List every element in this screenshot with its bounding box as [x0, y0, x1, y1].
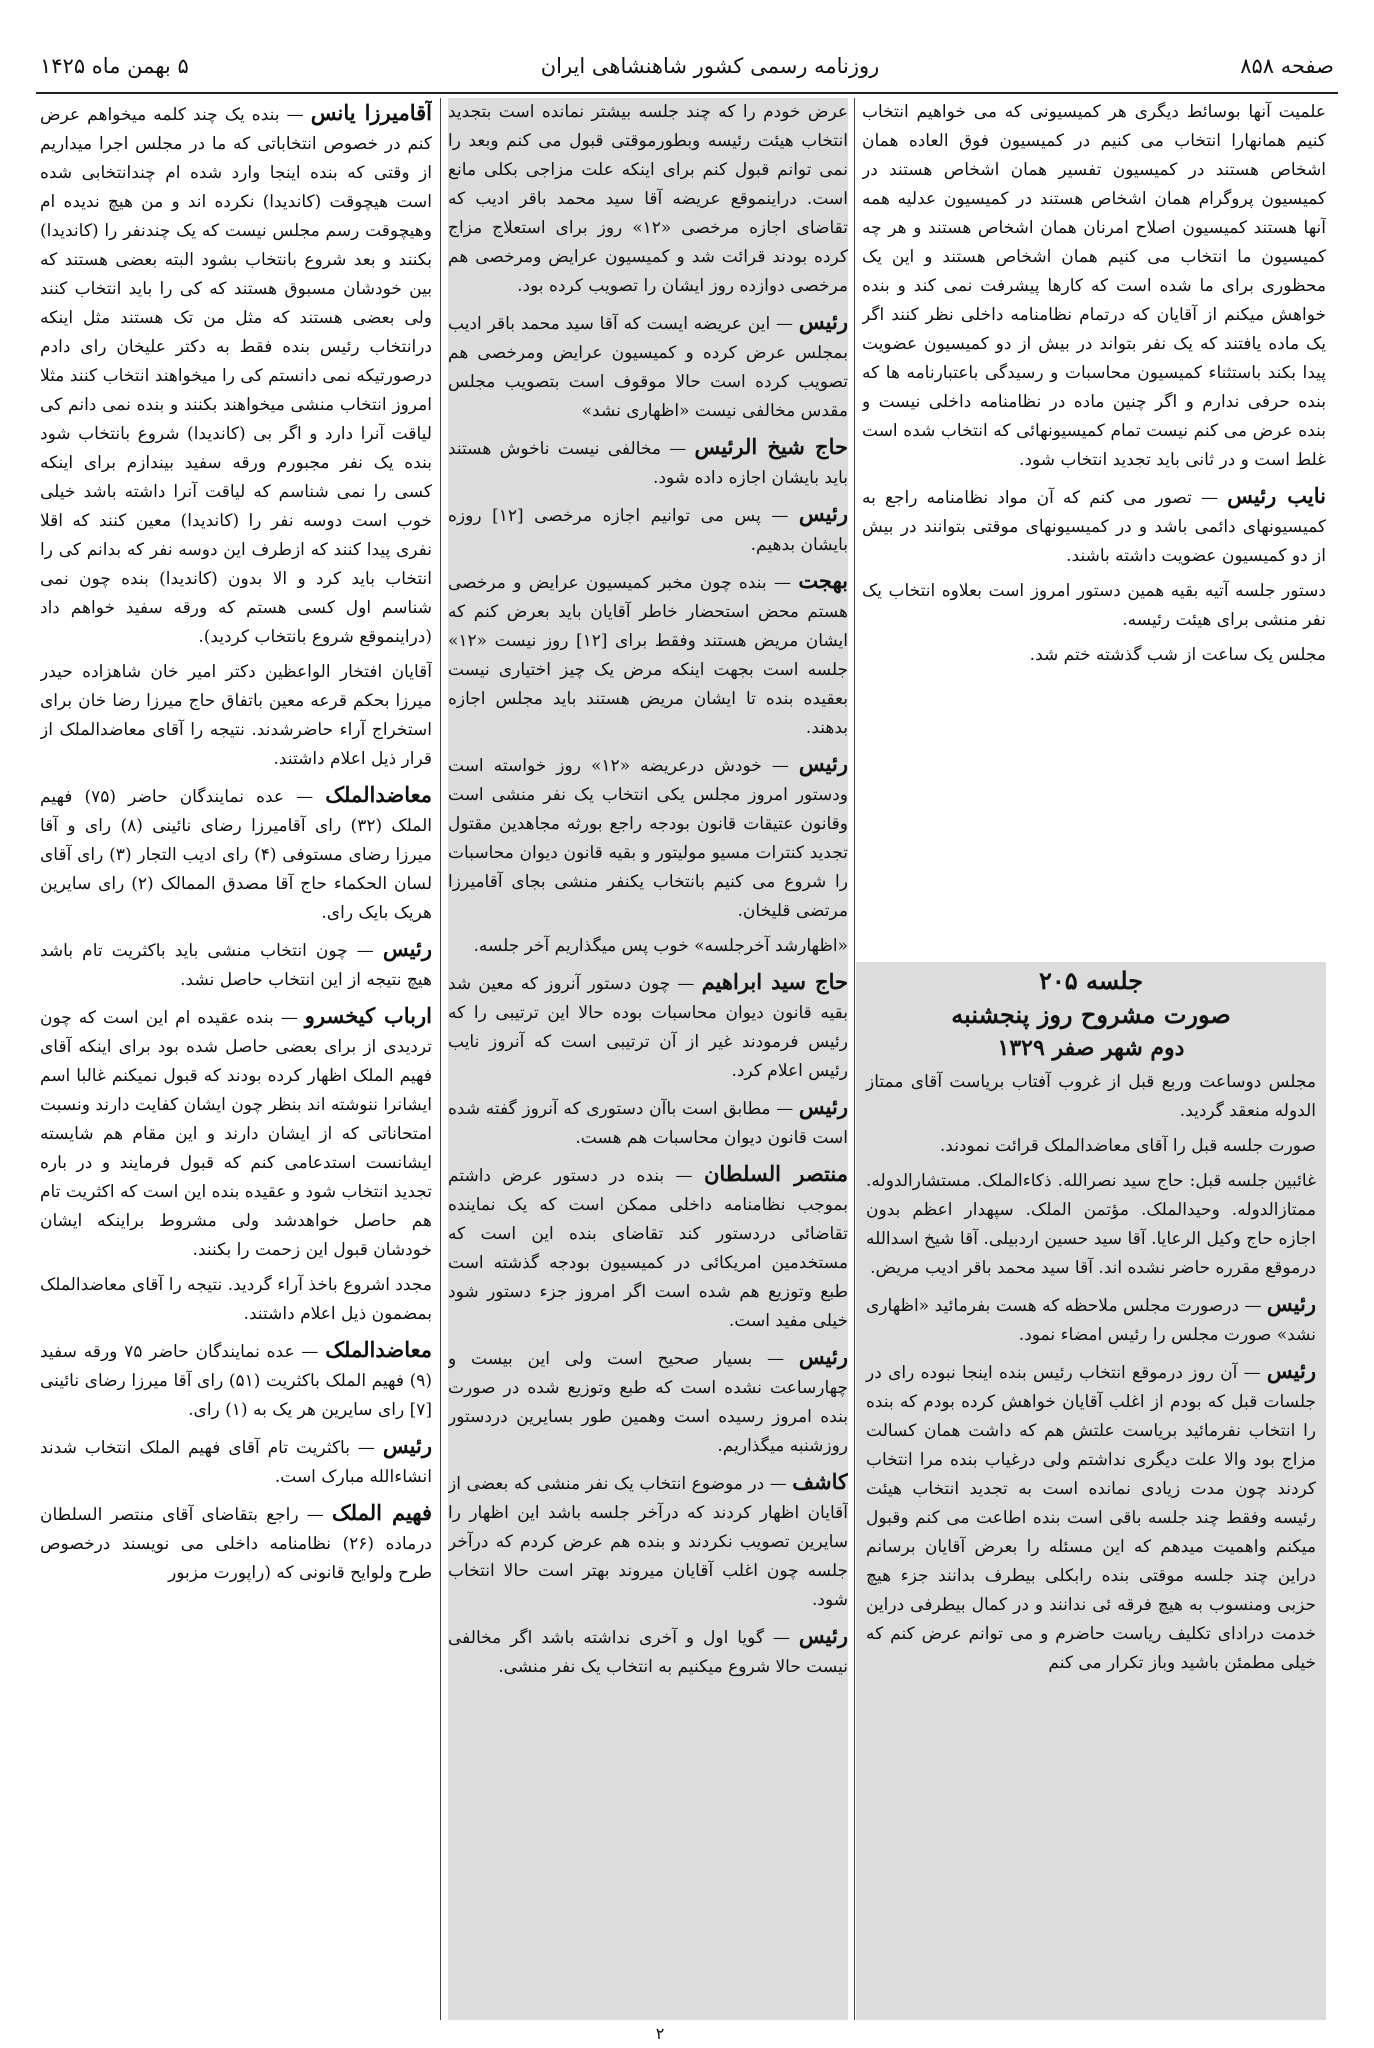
session-title: صورت مشروح روز پنجشنبه: [951, 1000, 1231, 1029]
session-header: [856, 962, 1326, 1064]
session-body: [856, 1064, 1326, 1678]
paragraph-text: پس می توانیم اجازه مرخصی [۱۲] روزه بایشان بدهیم.: [448, 506, 848, 555]
paragraph-text: بنده عقیده ام این است که چون تردیدی از برای بعضی حاصل شده بود برای اینکه آقای فهیم الملک اظهار کرده بودند که قبول نمیکنم غالبا اسم ایشانرا ننوشته اند بنظر چون ایشان کفایت دارند ونسبت امتحاناتی که از ایشان دارند و این مقام هم شایسته ایشانست استدعامی کنم که قبول فرمایند و در باره تجدید انتخاب شود و عقیده بنده این است که اکثریت تام هم حاصل خواهدشد ولی مشروط براینکه ایشان خودشان قبول این زحمت را بکنند.: [40, 1008, 432, 1260]
header-rule: [36, 92, 1338, 94]
paragraph-text: مجلس یک ساعت از شب گذشته ختم شد.: [1029, 645, 1326, 665]
column-divider: [854, 98, 855, 2020]
speaker-name: منتصر السلطان: [703, 1161, 848, 1186]
paragraph-text: آن روز درموقع انتخاب رئیس بنده اینجا نبوده رای در جلسات قبل که بودم از اغلب آقایان خواهش کرده بودم که بنده را انتخاب نفرمائید بریاست علتش هم که داشت همان کسالت مزاج بود والا علت دیگری نداشتم ولی درغیاب بنده مرا انتخاب کردند چون مدت زیادی نمانده است به تجدید انتخاب هیئت رئیسه وفقط چند جلسه باقی است بنده اطاعت می کنم وقبول میکنم واهمیت میدهم که این مسئله را بعرض آقایان برسانم دراین چند جلسه موقتی بنده رابکلی بیطرف بدانند جزء هیچ حزبی ومنسوب به هیچ فرقه ئی ندانند و در کمال بیطرفی دراین خدمت درادای تکلیف ریاست حاضرم و می توانم عرض کنم که خیلی مطمئن باشید وباز تکرار می کنم: [866, 1363, 1316, 1673]
speaker-name: رئیس: [382, 936, 432, 961]
speaker-name: معاضدالملک: [325, 1337, 432, 1362]
paragraph-text: تصور می کنم که آن مواد نظامنامه راجع به کمیسیونهای دائمی باشد و در کمیسیونهای موقتی بتوانند در بیش از دو کمیسیون عضویت داشته باشند.: [862, 488, 1326, 566]
paragraph-text: «اظهارشد آخرجلسه» خوب پس میگذاریم آخر جلسه.: [473, 936, 848, 956]
paragraph-text: علمیت آنها بوسائط دیگری هر کمیسیونی که می خواهیم انتخاب کنیم همانهارا انتخاب می کنیم در کمیسیون فوق العاده همان اشخاص هستند در کمیسیون تفسیر همان اشخاص هستند در کمیسیون پروگرام همان اشخاص هستند در کمیسیون عدلیه همه آنها هستند کمیسیون اصلاح امرنان همان اشخاص هستند و هر چه کمیسیون ما انتخاب می کنیم همان اشخاص هستند و این یک محظوری برای ما شده است که کارها پیشرفت نمی کند و بنده خواهش میکنم از آقایان که درتمام نظامنامه داخلی نظر کنند اگر یک ماده یافتند که یک نفر بتواند در بیش از دو کمیسیون عضویت پیدا بکند باستثناء کمیسیون محاسبات و رسیدگی باعتبارنامه ها که بنده حرفی ندارم و اگر چنین ماده در نظامنامه داخلی نیست و بنده عرض می کنم نیست تمام کمیسیونهائی که انتخاب شده است غلط است و در ثانی باید تجدید انتخاب شود.: [862, 102, 1326, 470]
paragraph-text: گویا اول و آخری نداشته باشد اگر مخالفی نیست حالا شروع میکنیم به انتخاب یک نفر منشی.: [448, 1628, 848, 1677]
paragraph-text: دستور جلسه آتیه بقیه همین دستور امروز است بعلاوه انتخاب یک نفر منشی برای هیئت رئیسه.: [862, 581, 1326, 630]
paragraph: رئیس — گویا اول و آخری نداشته باشد اگر مخالفی نیست حالا شروع میکنیم به انتخاب یک نفر منشی.: [448, 1623, 848, 1677]
issue-date: ۵ بهمن ماه ۱۴۲۵: [40, 54, 189, 78]
paragraph: رئیس — باکثریت تام آقای فهیم الملک انتخاب شدند انشاءالله مبارک است.: [40, 1433, 432, 1487]
session-box: [856, 962, 1326, 2020]
paragraph-text: بنده در دستور عرض داشتم بموجب نظامنامه داخلی ممکن است که یک نماینده تقاضائی دردستور کند تقاضای بنده این است که مستخدمین امریکائی در کمیسیون بودجه گذشته است طبع وتوزیع هم شده است اگر امروز جزء دستور شود خیلی مفید است.: [448, 1166, 848, 1331]
speaker-name: رئیس: [382, 1433, 432, 1458]
paragraph: [448, 932, 848, 961]
paragraph-text: این عریضه ایست که آقا سید محمد باقر ادیب بمجلس عرض کرده و کمیسیون عرایض ومرخصی هم تصویب کرده است حالا موقوف است بتصویب مجلس مقدس مخالفی نیست «اظهاری نشد»: [448, 314, 848, 421]
paragraph: [866, 1132, 1316, 1161]
paragraph-text: چون انتخاب منشی باید باکثریت تام باشد هیچ نتیجه از این انتخاب حاصل نشد.: [40, 941, 432, 990]
speaker-name: حاج شیخ الرئیس: [694, 434, 848, 459]
paragraph-text: در موضوع انتخاب یک نفر منشی که بعضی از آقایان اظهار کردند که درآخر جلسه باشد این اظهار را سایرین تصویب نکردند و بنده هم عرض کردم که درآخر جلسه چون اغلب آقایان میروند بهتر است حالا انتخاب شود.: [448, 1474, 848, 1610]
speaker-name: ارباب کیخسرو: [304, 1003, 432, 1028]
paragraph-text: مجدد اشروع باخذ آراء گردید. نتیجه را آقای معاضدالملک بمضمون ذیل اعلام داشتند.: [40, 1275, 432, 1324]
paragraph-text: بسیار صحیح است ولی این بیست و چهارساعت نشده است که طبع وتوزیع شده در صورت بنده امروز رسیده است وهمین طور بسایرین دردستور روزشنبه میگذاریم.: [448, 1349, 848, 1456]
paragraph: ارباب کیخسرو — بنده عقیده ام این است که چون تردیدی از برای بعضی حاصل شده بود برای اینکه آقای فهیم الملک اظهار کرده بودند که قبول نمیکنم غالبا اسم ایشانرا ننوشته اند بنظر چون ایشان کفایت دارند ونسبت امتحاناتی که از ایشان دارند و این مقام هم شایسته ایشانست استدعامی کنم که قبول فرمایند و در باره تجدید انتخاب شود و عقیده بنده این است که اکثریت تام هم حاصل خواهدشد ولی مشروط براینکه ایشان خودشان قبول این زحمت را بکنند.: [40, 1003, 432, 1260]
speaker-name: رئیس: [798, 1623, 848, 1648]
paragraph-text: درصورت مجلس ملاحظه که هست بفرمائید «اظهاری نشد» صورت مجلس را رئیس امضاء نمود.: [866, 1296, 1316, 1345]
speaker-name: رئیس: [1266, 1291, 1316, 1316]
paragraph-text: غائبین جلسه قبل: حاج سید نصرالله. ذکاءالملک. مستشارالدوله. ممتازالدوله. وحیدالملک. مؤتمن الملک. سپهدار اعظم بدون اجازه حاج وکیل الرعایا. آقا سید حسین اردبیلی. آقا شیخ اسدالله درموقع مقرره حاضر نشده اند. آقا سید محمد باقر ادیب مریض.: [866, 1171, 1316, 1278]
column-divider: [440, 98, 441, 2020]
speaker-name: کاشف: [792, 1469, 848, 1494]
paragraph: نایب رئیس — تصور می کنم که آن مواد نظامنامه راجع به کمیسیونهای دائمی باشد و در کمیسیونهای موقتی بتوانند در بیش از دو کمیسیون عضویت داشته باشند.: [862, 483, 1326, 566]
paragraph-text: چون دستور آنروز که معین شد بقیه قانون دیوان محاسبات بوده حالا این ترتیبی را که رئیس فرمودند غیر از آن ترتیبی است که آنروز نایب رئیس اعلام کرد.: [448, 974, 848, 1081]
paragraph: رئیس — بسیار صحیح است ولی این بیست و چهارساعت نشده است که طبع وتوزیع شده در صورت بنده امروز رسیده است وهمین طور بسایرین دردستور روزشنبه میگذاریم.: [448, 1344, 848, 1456]
paragraph: رئیس — مطابق است باآن دستوری که آنروز گفته شده است قانون دیوان محاسبات هم هست.: [448, 1094, 848, 1148]
paragraph-text: مجلس دوساعت وربع قبل از غروب آفتاب بریاست آقای ممتاز الدوله منعقد گردید.: [866, 1072, 1316, 1121]
paragraph-text: بنده یک چند کلمه میخواهم عرض کنم در خصوص انتخاباتی که ما در مجلس اجرا میداریم از وقتی که بنده اینجا وارد شده ام چندانتخابی شده است هیچوقت (کاندیدا) نکرده اند و من هیچ ندیده ام وهیچوقت رسم مجلس نیست که یک چندنفر را (کاندیدا) بکنند و بعد شروع بانتخاب بشود البته بعضی هستند که بین خودشان مسبوق هستند که کی را باید انتخاب کنند ولی بعضی هستند که مثل من تک هستند مثل اینکه درانتخاب رئیس بنده فقط به دکتر علیخان رای دادم درصورتیکه نمی دانستم کی را میخواهند انتخاب کنند مثلا امروز انتخاب منشی میخواهند بکنند و بنده نمی دانم کی لیاقت آنرا دارد و اگر بی (کاندیدا) شروع بانتخاب شود بنده یک نفر مجبورم ورقه سفید بیندازم برای اینکه کسی را نمی شناسم که لیاقت آنرا داشته باشد خیلی خوب است دوسه نفر را (کاندیدا) معین کنند که اقلا نفری پیدا کنند که ازطرف این دوسه نفر که بدانم کی را انتخاب باید کرد و الا بدون (کاندیدا) بنده چون نمی شناسم اول کسی هستم که ورقه سفید خواهم داد (دراینموقع شروع بانتخاب کردید).: [40, 105, 432, 647]
column-right: [862, 98, 1326, 960]
speaker-name: رئیس: [798, 501, 848, 526]
paragraph: رئیس — پس می توانیم اجازه مرخصی [۱۲] روزه بایشان بدهیم.: [448, 501, 848, 555]
paragraph: رئیس — آن روز درموقع انتخاب رئیس بنده اینجا نبوده رای در جلسات قبل که بودم از اغلب آقایان خواهش کرده بودم که بنده را انتخاب نفرمائید بریاست علتش هم که داشت همان کسالت مزاج بود والا علت دیگری نداشتم ولی درغیاب بنده مرا انتخاب کردند چون مدت زیادی نمانده است به تجدید انتخاب هیئت رئیسه وفقط چند جلسه باقی است بنده اطاعت می کنم وقبول میکنم واهمیت میدهم که این مسئله را بعرض آقایان برسانم دراین چند جلسه موقتی بنده رابکلی بیطرف بدانند جزء هیچ حزبی ومنسوب به هیچ فرقه ئی ندانند و در کمال بیطرفی دراین خدمت درادای تکلیف ریاست حاضرم و می توانم عرض کنم که خیلی مطمئن باشید وباز تکرار می کنم: [866, 1358, 1316, 1673]
paragraph: [862, 641, 1326, 670]
speaker-name: رئیس: [798, 751, 848, 776]
paragraph: [40, 1271, 432, 1329]
paragraph: [862, 577, 1326, 635]
page-label: صفحه ۸۵۸: [1240, 54, 1334, 78]
paragraph-text: خودش درعریضه «۱۲» روز خواسته است ودستور امروز مجلس یکی انتخاب یک نفر منشی است وقانون عتیقات قانون بودجه راجع بورثه مجاهدین مقتول تجدید کنترات مسیو مولیتور و بقیه قانون دیوان محاسبات را شروع می کنیم بانتخاب یکنفر منشی بجای آقامیرزا مرتضی قلیخان.: [448, 756, 848, 921]
paragraph: حاج شیخ الرئیس — مخالفی نیست ناخوش هستند باید بایشان اجازه داده شود.: [448, 434, 848, 488]
session-number: جلسه ۲۰۵: [1038, 966, 1144, 995]
paragraph: رئیس — این عریضه ایست که آقا سید محمد باقر ادیب بمجلس عرض کرده و کمیسیون عرایض ومرخصی هم تصویب کرده است حالا موقوف است بتصویب مجلس مقدس مخالفی نیست «اظهاری نشد»: [448, 309, 848, 421]
speaker-name: نایب رئیس: [1227, 483, 1326, 508]
paragraph: [40, 658, 432, 774]
paragraph: فهیم الملک — راجع بتقاضای آقای منتصر السلطان درماده (۲۶) نظامنامه داخلی می نویسند درخصوص طرح ولوایح قانونی که (راپورت مزبور: [40, 1500, 432, 1583]
column-middle: [448, 98, 848, 2020]
session-date: دوم شهر صفر ۱۳۲۹: [997, 1035, 1185, 1061]
paragraph-text: مطابق است باآن دستوری که آنروز گفته شده است قانون دیوان محاسبات هم هست.: [448, 1099, 848, 1148]
speaker-name: رئیس: [1266, 1358, 1316, 1383]
paragraph-text: بنده چون مخبر کمیسیون عرایض و مرخصی هستم محض استحضار خاطر آقایان باید بعرض کنم که ایشان مریض هستند وفقط برای [۱۲] روز نیست «۱۲» جلسه است بجهت اینکه مرض یک چیز اختیاری نیست بعقیده بنده تا ایشان مریض هستند باید مجلس اجازه بدهند.: [448, 573, 848, 738]
paragraph: بهجت — بنده چون مخبر کمیسیون عرایض و مرخصی هستم محض استحضار خاطر آقایان باید بعرض کنم که ایشان مریض هستند وفقط برای [۱۲] روز نیست «۱۲» جلسه است بجهت اینکه مرض یک چیز اختیاری نیست بعقیده بنده تا ایشان مریض هستند باید مجلس اجازه بدهند.: [448, 568, 848, 738]
paragraph-text: راجع بتقاضای آقای منتصر السلطان درماده (۲۶) نظامنامه داخلی می نویسند درخصوص طرح ولوایح قانونی که (راپورت مزبور: [40, 1505, 432, 1583]
speaker-name: بهجت: [798, 568, 848, 593]
paragraph-text: عرض خودم را که چند جلسه بیشتر نمانده است بتجدید انتخاب هیئت رئیسه وبطورموقتی قبول می کنم وبعد را نمی توانم قبول کنم برای اینکه علت مزاجی بکلی مانع است. دراینموقع عریضه آقا سید محمد باقر ادیب که تقاضای اجازه مرخصی «۱۲» روز برای استعلاج مزاج کرده بودند قرائت شد و کمیسیون عرایض ومرخصی هم مرخصی دوازده روز ایشان را تصویب کرده بود.: [448, 102, 848, 296]
paragraph: [448, 98, 848, 301]
paragraph-text: عده نمایندگان حاضر ۷۵ ورقه سفید (۹) فهیم الملک باکثریت (۵۱) رای آقا میرزا رضای نائینی [۷] رای سایرین هر یک به (۱) رای.: [40, 1342, 432, 1420]
speaker-name: معاضدالملک: [325, 782, 432, 807]
newspaper-title: روزنامه رسمی کشور شاهنشاهی ایران: [540, 54, 880, 78]
paragraph: معاضدالملک — عده نمایندگان حاضر (۷۵) فهیم الملک (۳۲) رای آقامیرزا رضای نائینی (۸) رای و آقا میرزا رضای مستوفی (۴) رای ادیب التجار (۳) رای آقای لسان الحکماء حاج آقا مصدق الممالک (۲) رای سایرین هریک بایک رای.: [40, 782, 432, 923]
speaker-name: حاج سید ابراهیم: [701, 969, 848, 994]
paragraph: رئیس — چون انتخاب منشی باید باکثریت تام باشد هیچ نتیجه از این انتخاب حاصل نشد.: [40, 936, 432, 990]
column-left: [40, 98, 432, 2020]
paragraph-text: صورت جلسه قبل را آقای معاضدالملک قرائت نمودند.: [939, 1136, 1316, 1156]
paragraph: منتصر السلطان — بنده در دستور عرض داشتم بموجب نظامنامه داخلی ممکن است که یک نماینده تقاضائی دردستور کند تقاضای بنده این است که مستخدمین امریکائی در کمیسیون بودجه گذشته است طبع وتوزیع هم شده است اگر امروز جزء دستور شود خیلی مفید است.: [448, 1161, 848, 1331]
paragraph-text: آقایان افتخار الواعظین دکتر امیر خان شاهزاده حیدر میرزا بحکم قرعه معین باتفاق حاج میرزا رضا خان برای استخراج آراء حاضرشدند. نتیجه را آقای معاضدالملک از قرار ذیل اعلام داشتند.: [40, 662, 432, 769]
speaker-name: آقامیرزا یانس: [310, 100, 432, 125]
paragraph: آقامیرزا یانس — بنده یک چند کلمه میخواهم عرض کنم در خصوص انتخاباتی که ما در مجلس اجرا میداریم از وقتی که بنده اینجا وارد شده ام چندانتخابی شده است هیچوقت (کاندیدا) نکرده اند و من هیچ ندیده ام وهیچوقت رسم مجلس نیست که یک چندنفر را (کاندیدا) بکنند و بعد شروع بانتخاب بشود البته بعضی هستند که بین خودشان مسبوق هستند که کی را باید انتخاب کنند ولی بعضی هستند که مثل من تک هستند مثل اینکه درانتخاب رئیس بنده فقط به دکتر علیخان رای دادم درصورتیکه نمی دانستم کی را میخواهند انتخاب کنند مثلا امروز انتخاب منشی میخواهند بکنند و بنده نمی دانم کی لیاقت آنرا دارد و اگر بی (کاندیدا) شروع بانتخاب شود بنده یک نفر مجبورم ورقه سفید بیندازم برای اینکه کسی را نمی شناسم که لیاقت آنرا داشته باشد خیلی خوب است دوسه نفر را (کاندیدا) معین کنند که اقلا نفری پیدا کنند که ازطرف این دوسه نفر که بدانم کی را انتخاب باید کرد و الا بدون (کاندیدا) بنده چون نمی شناسم اول کسی هستم که ورقه سفید خواهم داد (دراینموقع شروع بانتخاب کردید).: [40, 100, 432, 647]
paragraph: کاشف — در موضوع انتخاب یک نفر منشی که بعضی از آقایان اظهار کردند که درآخر جلسه باشد این اظهار را سایرین تصویب نکردند و بنده هم عرض کردم که درآخر جلسه چون اغلب آقایان میروند بهتر است حالا انتخاب شود.: [448, 1469, 848, 1610]
paragraph: حاج سید ابراهیم — چون دستور آنروز که معین شد بقیه قانون دیوان محاسبات بوده حالا این ترتیبی را که رئیس فرمودند غیر از آن ترتیبی است که آنروز نایب رئیس اعلام کرد.: [448, 969, 848, 1081]
paragraph: رئیس — خودش درعریضه «۱۲» روز خواسته است ودستور امروز مجلس یکی انتخاب یک نفر منشی است وقانون عتیقات قانون بودجه راجع بورثه مجاهدین مقتول تجدید کنترات مسیو مولیتور و بقیه قانون دیوان محاسبات را شروع می کنیم بانتخاب یکنفر منشی بجای آقامیرزا مرتضی قلیخان.: [448, 751, 848, 921]
paragraph: معاضدالملک — عده نمایندگان حاضر ۷۵ ورقه سفید (۹) فهیم الملک باکثریت (۵۱) رای آقا میرزا رضای نائینی [۷] رای سایرین هر یک به (۱) رای.: [40, 1337, 432, 1420]
page-number: ۲: [655, 2024, 665, 2043]
page-header: [40, 48, 1334, 88]
speaker-name: رئیس: [798, 1344, 848, 1369]
speaker-name: رئیس: [798, 1094, 848, 1119]
speaker-name: رئیس: [798, 309, 848, 334]
paragraph-text: عده نمایندگان حاضر (۷۵) فهیم الملک (۳۲) رای آقامیرزا رضای نائینی (۸) رای و آقا میرزا رضای مستوفی (۴) رای ادیب التجار (۳) رای آقای لسان الحکماء حاج آقا مصدق الممالک (۲) رای سایرین هریک بایک رای.: [40, 787, 432, 923]
speaker-name: فهیم الملک: [331, 1500, 432, 1525]
paragraph: [862, 98, 1326, 475]
paragraph: [866, 1068, 1316, 1126]
paragraph-text: باکثریت تام آقای فهیم الملک انتخاب شدند انشاءالله مبارک است.: [40, 1438, 432, 1487]
paragraph: رئیس — درصورت مجلس ملاحظه که هست بفرمائید «اظهاری نشد» صورت مجلس را رئیس امضاء نمود.: [866, 1291, 1316, 1345]
paragraph: [866, 1167, 1316, 1283]
paragraph-text: مخالفی نیست ناخوش هستند باید بایشان اجازه داده شود.: [448, 439, 848, 488]
